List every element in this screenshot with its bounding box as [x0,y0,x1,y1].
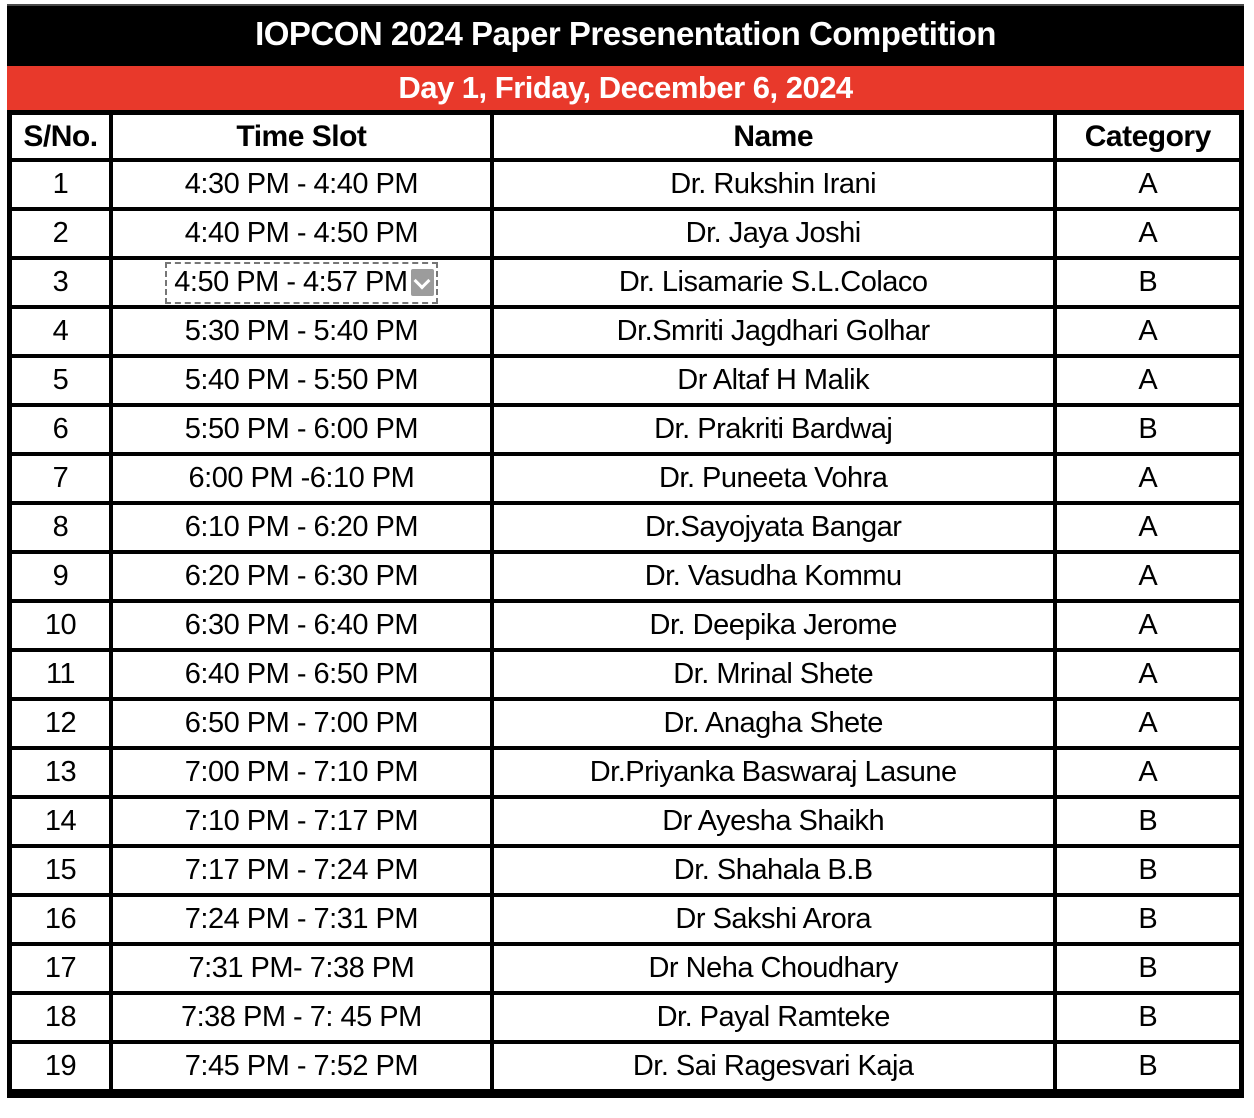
time-slot-cell [111,258,492,307]
table-row [10,846,1242,895]
sno-cell: 3 [10,258,111,307]
name-cell: Dr. Prakriti Bardwaj [492,405,1055,454]
table-row [10,1042,1242,1094]
table-row [10,405,1242,454]
category-cell: B [1055,258,1242,307]
time-slot-cell: 7:10 PM - 7:17 PM [111,797,492,846]
name-cell: Dr Altaf H Malik [492,356,1055,405]
time-slot-cell: 7:45 PM - 7:52 PM [111,1042,492,1094]
time-slot-cell: 4:30 PM - 4:40 PM [111,160,492,209]
sno-cell: 13 [10,748,111,797]
content-control-dropdown[interactable] [165,262,437,304]
sno-cell: 9 [10,552,111,601]
sno-cell: 10 [10,601,111,650]
name-cell: Dr. Vasudha Kommu [492,552,1055,601]
table-row [10,699,1242,748]
table-row [10,601,1242,650]
category-cell: A [1055,601,1242,650]
sno-cell: 5 [10,356,111,405]
time-slot-cell: 7:24 PM - 7:31 PM [111,895,492,944]
category-cell: A [1055,552,1242,601]
sno-cell: 11 [10,650,111,699]
time-slot-cell: 4:40 PM - 4:50 PM [111,209,492,258]
table-row [10,307,1242,356]
time-slot-cell: 7:31 PM- 7:38 PM [111,944,492,993]
dropdown-button[interactable] [411,269,434,296]
sno-cell: 6 [10,405,111,454]
table-body [10,160,1242,1094]
time-slot-cell: 6:30 PM - 6:40 PM [111,601,492,650]
page-title: IOPCON 2024 Paper Presenentation Competition [255,15,996,52]
sno-cell: 1 [10,160,111,209]
category-cell: A [1055,209,1242,258]
column-header-sno: S/No. [10,113,111,161]
sno-cell: 15 [10,846,111,895]
column-header-time: Time Slot [111,113,492,161]
table-row [10,503,1242,552]
table-row [10,258,1242,307]
table-row [10,650,1242,699]
category-cell: B [1055,944,1242,993]
chevron-down-icon [414,272,431,289]
time-slot-cell: 7:17 PM - 7:24 PM [111,846,492,895]
table-row [10,944,1242,993]
table-row [10,454,1242,503]
table-row [10,356,1242,405]
category-cell: B [1055,993,1242,1042]
name-cell: Dr. Puneeta Vohra [492,454,1055,503]
category-cell: A [1055,503,1242,552]
time-slot-cell: 6:00 PM -6:10 PM [111,454,492,503]
sno-cell: 19 [10,1042,111,1094]
table-row [10,895,1242,944]
category-cell: A [1055,650,1242,699]
category-cell: A [1055,748,1242,797]
category-cell: A [1055,307,1242,356]
category-cell: A [1055,699,1242,748]
sno-cell: 18 [10,993,111,1042]
schedule-table [7,110,1244,1098]
name-cell: Dr. Lisamarie S.L.Colaco [492,258,1055,307]
sno-cell: 4 [10,307,111,356]
time-slot-cell: 5:40 PM - 5:50 PM [111,356,492,405]
sno-cell: 14 [10,797,111,846]
sno-cell: 7 [10,454,111,503]
name-cell: Dr. Shahala B.B [492,846,1055,895]
time-slot-cell: 6:20 PM - 6:30 PM [111,552,492,601]
time-slot-cell: 6:50 PM - 7:00 PM [111,699,492,748]
document-sheet [7,4,1244,1098]
table-row [10,552,1242,601]
sno-cell: 8 [10,503,111,552]
header-block [7,4,1244,110]
name-cell: Dr. Jaya Joshi [492,209,1055,258]
day-subtitle: Day 1, Friday, December 6, 2024 [7,62,1244,110]
time-slot-cell: 6:40 PM - 6:50 PM [111,650,492,699]
name-cell: Dr.Smriti Jagdhari Golhar [492,307,1055,356]
name-cell: Dr Neha Choudhary [492,944,1055,993]
column-header-category: Category [1055,113,1242,161]
sno-cell: 2 [10,209,111,258]
time-slot-cell: 7:00 PM - 7:10 PM [111,748,492,797]
table-row [10,993,1242,1042]
name-cell: Dr. Payal Ramteke [492,993,1055,1042]
sno-cell: 12 [10,699,111,748]
category-cell: B [1055,846,1242,895]
category-cell: A [1055,454,1242,503]
category-cell: B [1055,895,1242,944]
time-slot-text: 4:50 PM - 4:57 PM [174,266,408,298]
table-row [10,160,1242,209]
name-cell: Dr Ayesha Shaikh [492,797,1055,846]
name-cell: Dr. Mrinal Shete [492,650,1055,699]
time-slot-cell: 5:50 PM - 6:00 PM [111,405,492,454]
table-row [10,209,1242,258]
time-slot-cell: 5:30 PM - 5:40 PM [111,307,492,356]
table-row [10,748,1242,797]
name-cell: Dr. Anagha Shete [492,699,1055,748]
category-cell: A [1055,356,1242,405]
table-header-row [10,113,1242,161]
table-row [10,797,1242,846]
sno-cell: 17 [10,944,111,993]
name-cell: Dr. Sai Ragesvari Kaja [492,1042,1055,1094]
time-slot-cell: 7:38 PM - 7: 45 PM [111,993,492,1042]
column-header-name: Name [492,113,1055,161]
category-cell: B [1055,797,1242,846]
name-cell: Dr. Rukshin Irani [492,160,1055,209]
name-cell: Dr Sakshi Arora [492,895,1055,944]
name-cell: Dr.Sayojyata Bangar [492,503,1055,552]
name-cell: Dr.Priyanka Baswaraj Lasune [492,748,1055,797]
category-cell: A [1055,160,1242,209]
category-cell: B [1055,1042,1242,1094]
category-cell: B [1055,405,1242,454]
sno-cell: 16 [10,895,111,944]
time-slot-cell: 6:10 PM - 6:20 PM [111,503,492,552]
name-cell: Dr. Deepika Jerome [492,601,1055,650]
